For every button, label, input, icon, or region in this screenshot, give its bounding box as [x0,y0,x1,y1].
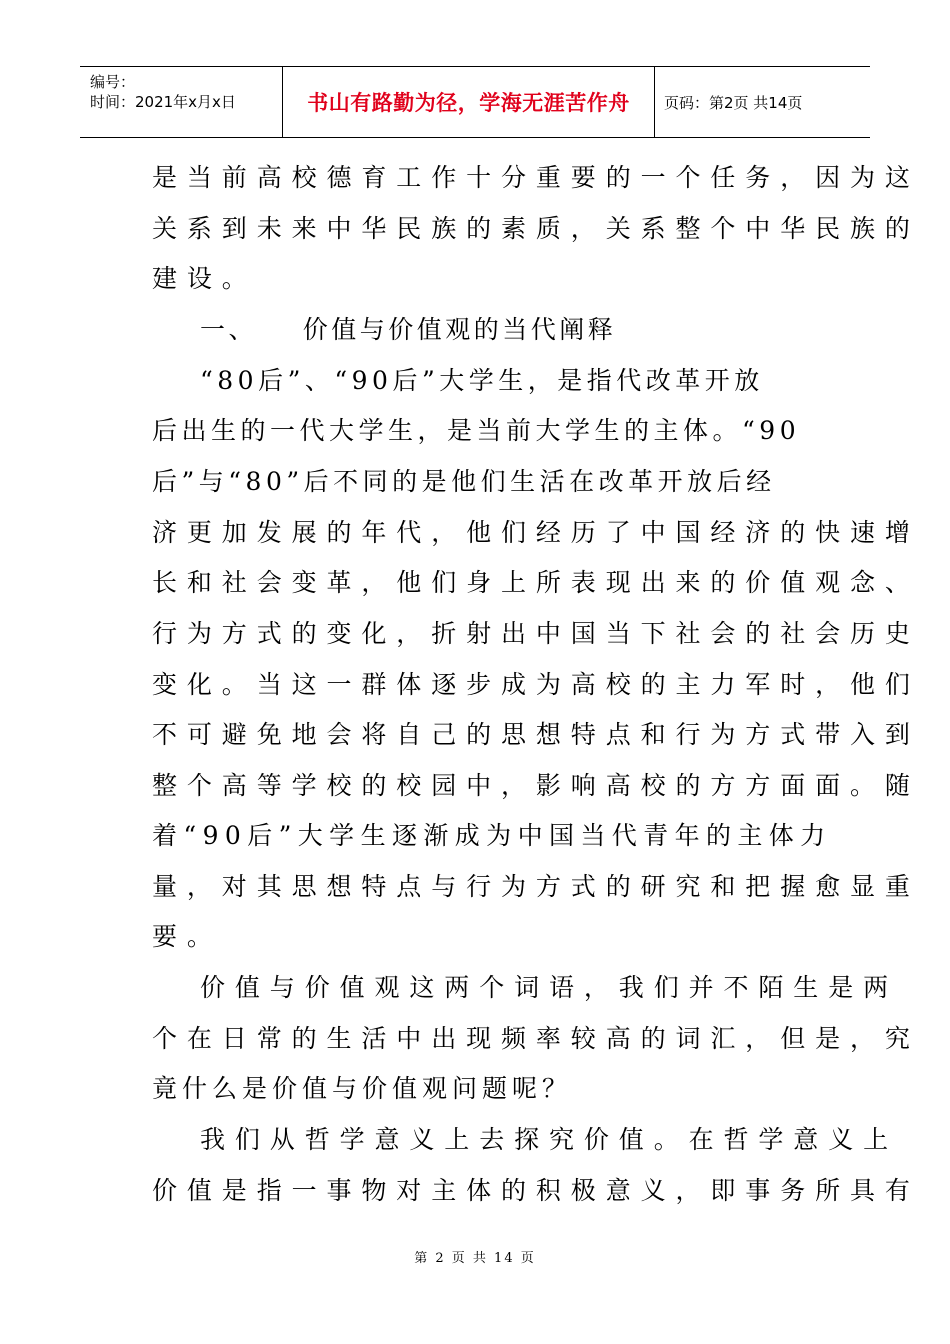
body-text-line: 着“90后”大学生逐渐成为中国当代青年的主体力 [152,821,832,850]
body-text-line: 要。 [152,922,222,951]
body-text-line: 竟什么是价值与价值观问题呢？ [152,1074,573,1103]
section-heading: 一、 价值与价值观的当代阐释 [200,315,617,344]
body-text-line: 是当前高校德育工作十分重要的一个任务，因为这 [152,163,920,192]
page-footer: 第 2 页 共 14 页 [414,1251,536,1266]
body-text-line: 个在日常的生活中出现频率较高的词汇，但是，究 [152,1024,920,1053]
body-text-line: 整个高等学校的校园中，影响高校的方方面面。随 [152,771,920,800]
body-text-line: 济更加发展的年代，他们经历了中国经济的快速增 [152,518,920,547]
number-label: 编号： [90,73,136,91]
page-header [80,66,870,138]
body-text-line: “80后”、“90后”大学生，是指代改革开放 [200,366,764,395]
body-text-line: 价值与价值观这两个词语，我们并不陌生是两 [200,973,899,1002]
motto-text: 书山有路勤为径，学海无涯苦作舟 [307,91,630,115]
page-number-label: 页码：第2页 共14页 [664,93,803,112]
body-text-line: 变化。当这一群体逐步成为高校的主力军时，他们 [152,670,920,699]
body-text-line: 我们从哲学意义上去探究价值。在哲学意义上 [200,1125,899,1154]
body-text-line: 不可避免地会将自己的思想特点和行为方式带入到 [152,720,920,749]
body-text-line: 关系到未来中华民族的素质，关系整个中华民族的 [152,214,920,243]
body-text-line: 建设。 [152,264,257,293]
body-text-line: 长和社会变革，他们身上所表现出来的价值观念、 [152,568,920,597]
body-text-line: 行为方式的变化，折射出中国当下社会的社会历史 [152,619,920,648]
body-text-line: 价值是指一事物对主体的积极意义，即事务所具有 [152,1176,920,1205]
header-page-info [656,67,870,137]
header-meta [80,67,283,137]
body-text-line: 后”与“80”后不同的是他们生活在改革开放后经 [152,467,776,496]
body-text-line: 量，对其思想特点与行为方式的研究和把握愈显重 [152,872,920,901]
date-label: 时间：2021年x月x日 [90,93,236,111]
header-motto [283,67,655,137]
body-text-line: 后出生的一代大学生，是当前大学生的主体。“90 [152,416,801,445]
